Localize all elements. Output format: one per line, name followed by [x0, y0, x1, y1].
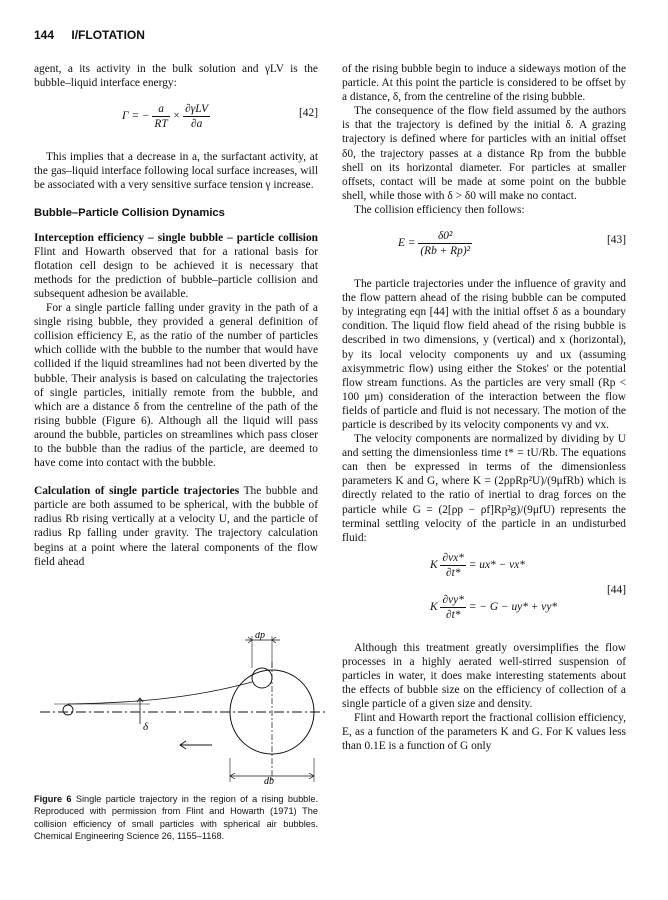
eq43-lhs: E =	[398, 237, 416, 250]
trajectory-line	[68, 682, 252, 704]
eq43-den: (Rb + Rp)²	[420, 245, 471, 258]
right-column	[342, 62, 626, 754]
run-in-heading: Interception efficiency – single bubble – particle collision	[34, 231, 318, 244]
db-label: db	[264, 776, 274, 787]
eq42-lhs: Γ = −	[122, 110, 150, 123]
caption-text: Single particle trajectory in the region of a rising bubble. Reproduced with permission from Flint and Howarth (1971) The collision efficiency of small particles with spherical air bubbles. Chemical Engineering Science 26, 1155–1168.	[34, 794, 318, 842]
eq42-num: a	[152, 102, 169, 117]
paragraph: agent, a its activity in the bulk solution and γLV is the bubble–liquid interface energy:	[34, 63, 318, 90]
eq42-den2: ∂a	[190, 118, 203, 131]
paragraph: The velocity components are normalized by dividing by U and setting the dimensionless time t* = tU/Rb. The equations can then be expressed in terms of the dimensionless parameters K and G, where K = (2ρpRp²U)/(9μfRb) which is directly related to the ratio of inertial to drag forces on the particle while G = (2[ρp − ρf]Rp²g)/(9μfU) represents the terminal settling velocity of the particle in an undisturbed fluid:	[342, 433, 626, 544]
paragraph: The consequence of the flow field assumed by the authors is that the trajectory is defined by the initial δ. A grazing trajectory is defined where for particles with an initial offset δ0, the trajectory passes at a distance Rp from the bubble shell on its horizontal diameter. For particles at smaller offsets, contact will be made at some point on the bubble shell, while those with δ > δ0 will make no contact.	[342, 105, 626, 202]
eq44-label: [44]	[607, 583, 626, 596]
figure-6	[40, 632, 330, 792]
eq43-num: δ0²	[418, 229, 472, 244]
eq44a-rhs: = ux* − vx*	[468, 559, 525, 572]
paragraph	[34, 484, 318, 569]
paragraph: Although this treatment greatly oversimplifies the flow processes in a highly aerated well-stirred suspension of particles in water, it does make interesting statements about the effects of bubble size on the efficiency of collection of a single particle of a given size and density.	[342, 641, 626, 711]
paragraph: This implies that a decrease in a, the surfactant activity, at the gas–liquid interface following local surface increases, will be associated with a very sensitive surface tension γ increase.	[34, 151, 318, 192]
eq43-label: [43]	[607, 234, 626, 247]
eq44b-num: ∂vy*	[440, 593, 465, 608]
eq44b-rhs: = − G − uy* + vy*	[468, 601, 558, 614]
eq42-num2: ∂γLV	[183, 102, 210, 117]
equation-42	[34, 96, 318, 142]
eq44b-k: K	[430, 601, 438, 614]
equation-43	[342, 223, 626, 269]
caption-label: Figure 6	[34, 794, 72, 804]
running-title: I/FLOTATION	[71, 28, 145, 42]
dp-label: dp	[255, 632, 265, 641]
paragraph: Flint and Howarth report the fractional collision efficiency, E, as a function of the parameters K and G. For K values less than 0.1E is a function of G only	[342, 712, 626, 753]
section-heading: Bubble–Particle Collision Dynamics	[34, 207, 225, 220]
eq44b-den: ∂t*	[445, 608, 461, 621]
run-in-heading: Calculation of single particle trajectories	[34, 485, 240, 498]
paragraph: For a single particle falling under gravity in the path of a single rising bubble, they provided a general definition of collision efficiency E, as the ratio of the number of particles which collide with the bubble to the number that would have collided if the liquid streamlines had not been diverted by the bubble. Their analysis is based on calculating the trajectories of single particles, initially remote from the bubble, and which are a distance δ from the centreline of the path of the rising bubble (Figure 6). Although all the liquid will pass around the bubble, particles on streamlines which pass closer to the bubble than the radius of the particle, are deemed to have come into contact with the bubble.	[34, 302, 318, 470]
eq44a-k: K	[430, 559, 438, 572]
eq42-label: [42]	[299, 107, 318, 120]
paragraph: of the rising bubble begin to induce a sideways motion of the particle. At this point the particle is considered to be offset by a distance, δ, from the centreline of the rising bubble.	[342, 63, 626, 104]
eq42-den: RT	[154, 118, 168, 131]
paragraph-text: The bubble and particle are both assumed to be spherical, with the bubble of radius Rb rising vertically at a velocity U, and the particle of radius Rp falling under gravity. The trajectory calculation begins at a point where the lateral components of the flow field ahead	[34, 485, 318, 568]
equation-44	[342, 551, 626, 635]
paragraph	[34, 231, 318, 301]
eq44a-num: ∂vx*	[440, 551, 465, 566]
paragraph: The particle trajectories under the influence of gravity and the flow pattern ahead of the rising bubble can be computed by integrating eqn [44] with the initial offset δ as a boundary condition. The liquid flow field ahead of the rising bubble is described in two dimensions, y (vertical) and x (horizontal), by its local velocity components uy and ux (assuming axisymmetric flow) using either the Stokes' or the potential flow stream functions. As the particles are very small (Rp < 100 μm) consideration of the interaction between the flow fields of particle and fluid is not necessary. The motion of the particle is described by its velocity components vy and vx.	[342, 278, 626, 431]
paragraph-text: Flint and Howarth observed that for a rational basis for flotation cell design to be achieved it is necessary that methods for the prediction of bubble–particle collision and subsequent adhesion be available.	[34, 245, 318, 300]
figure-caption	[34, 793, 318, 843]
eq42-op: ×	[172, 110, 181, 123]
paragraph: The collision efficiency then follows:	[354, 203, 525, 216]
delta-label: δ	[143, 721, 149, 733]
running-header	[34, 28, 634, 42]
page-number: 144	[34, 28, 55, 42]
left-column	[34, 62, 318, 569]
start-particle	[63, 705, 73, 715]
trajectory-diagram	[40, 632, 330, 792]
eq44a-den: ∂t*	[445, 566, 461, 579]
